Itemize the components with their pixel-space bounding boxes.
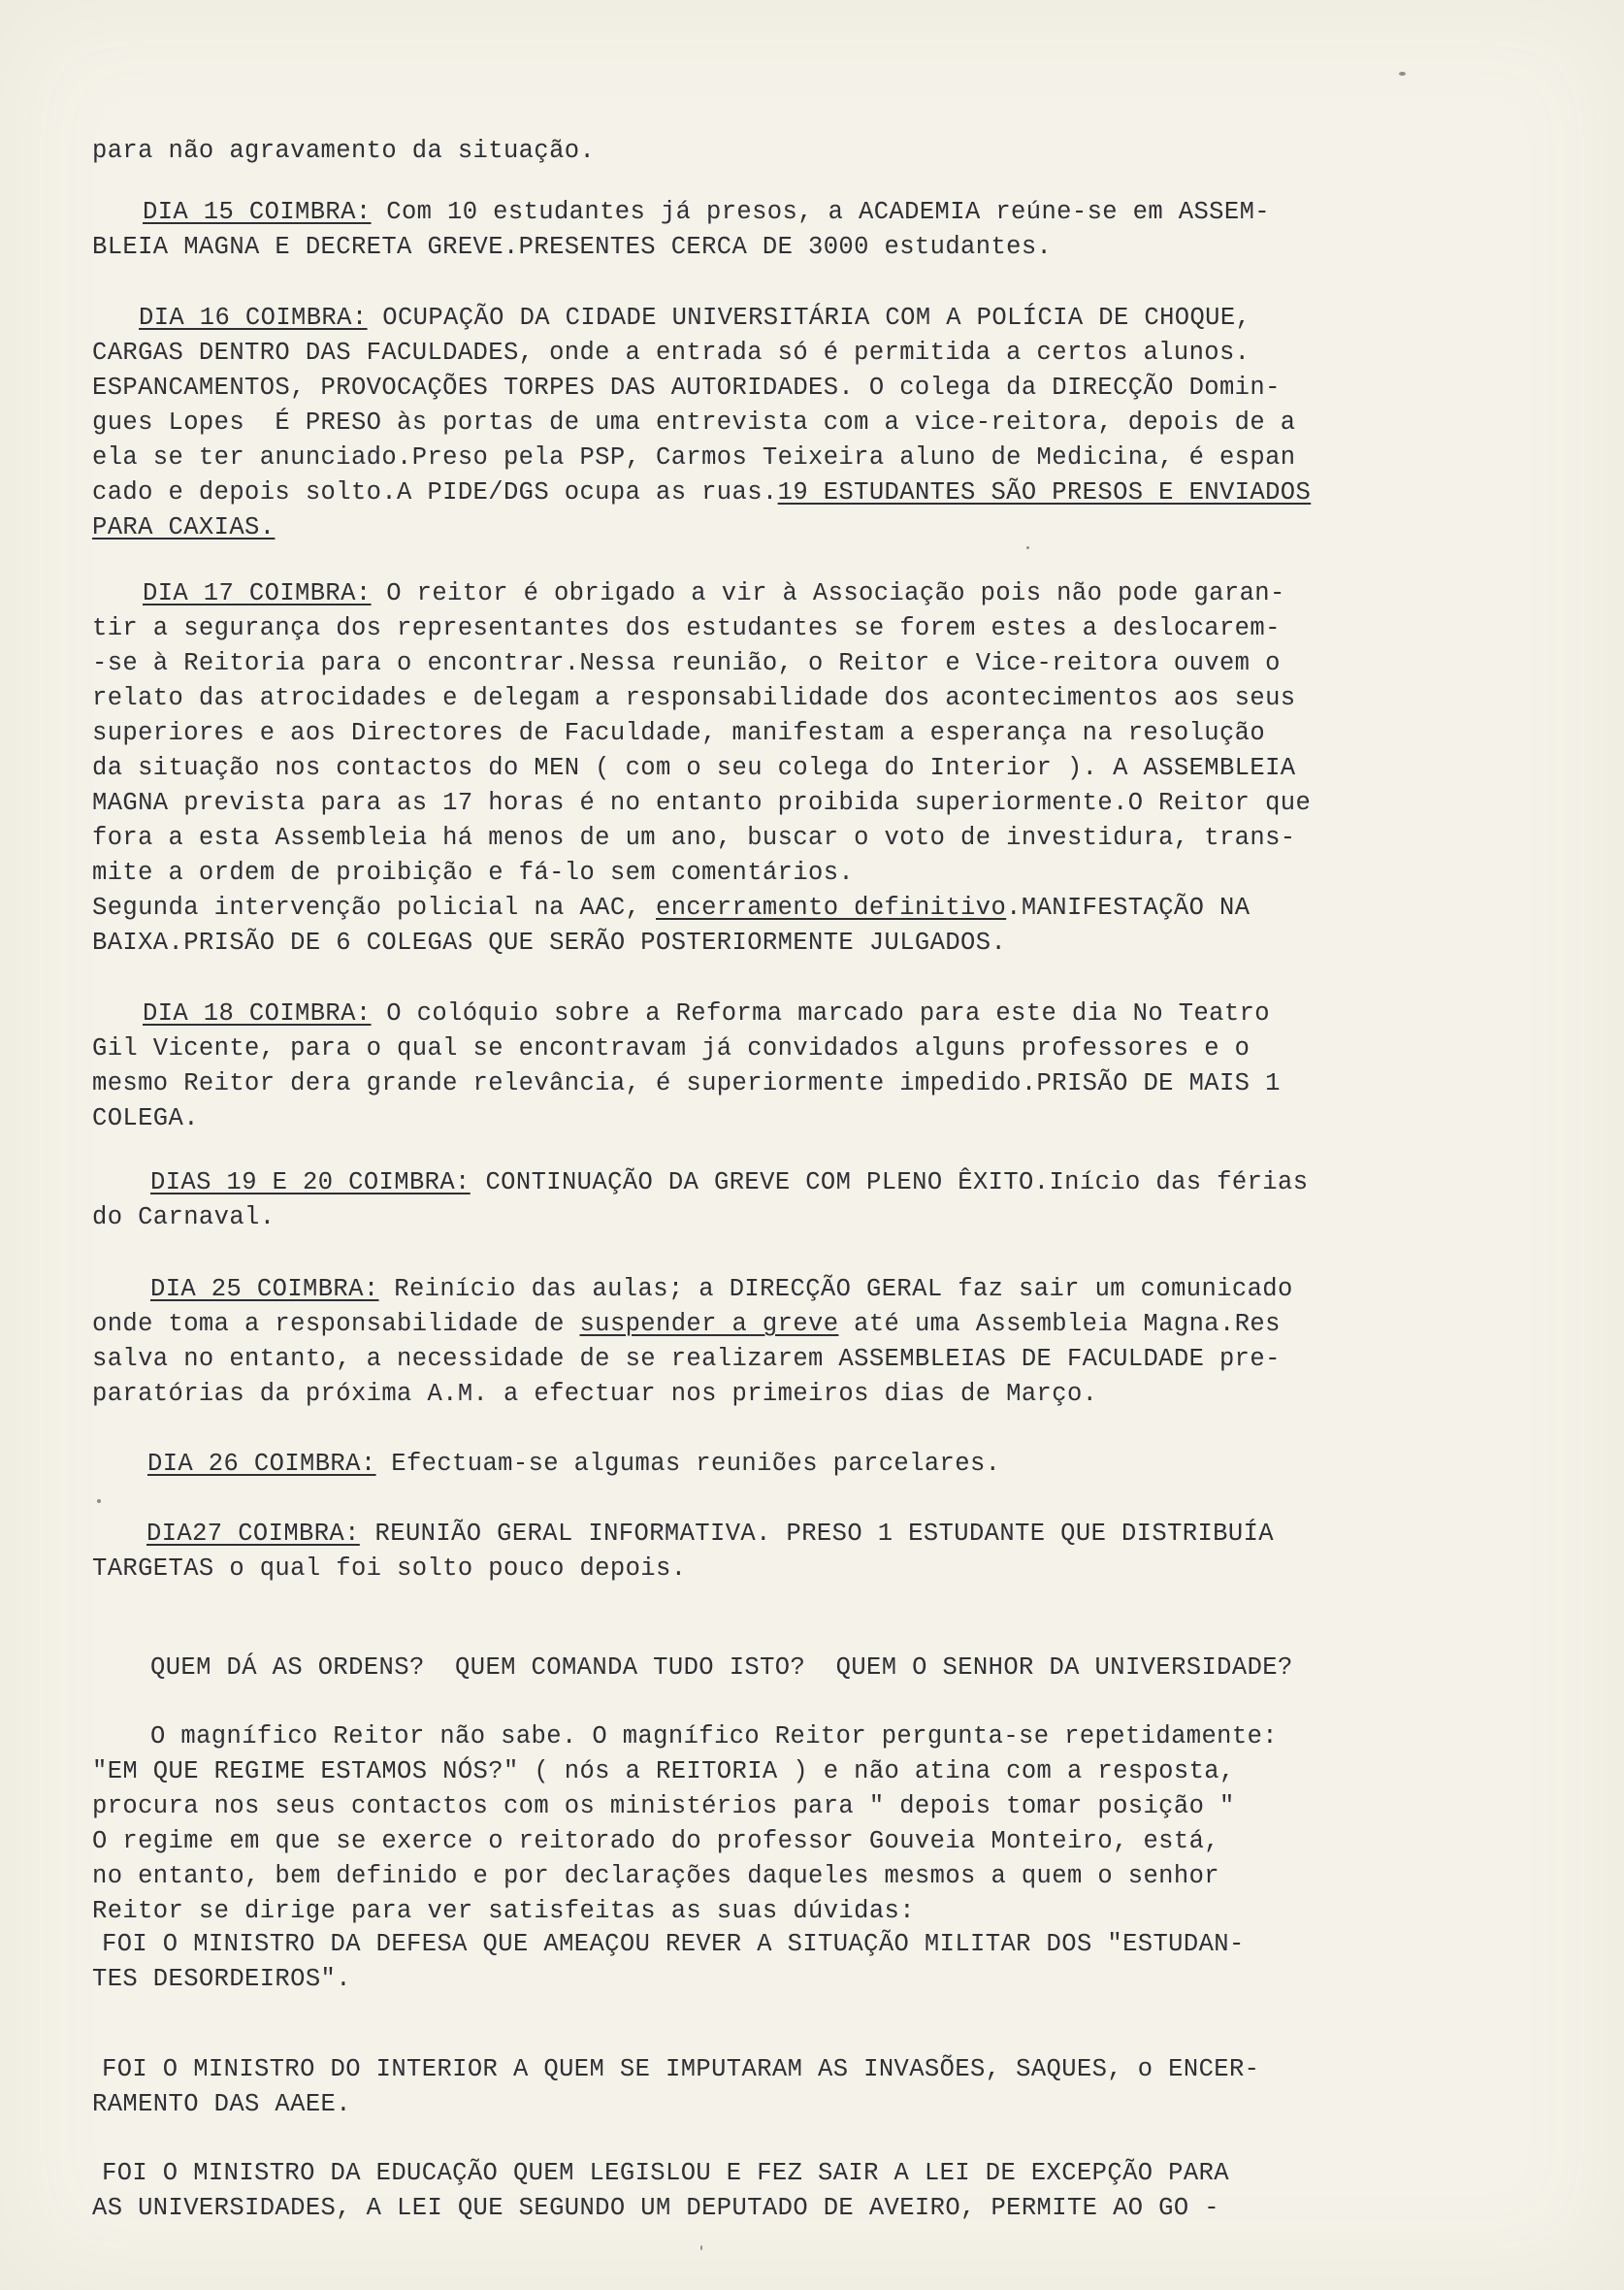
paragraph — [92, 1719, 1278, 1929]
text-run: onde toma a responsabilidade de — [92, 1310, 580, 1338]
text-line — [92, 576, 1311, 611]
text-run: ESPANCAMENTOS, PROVOCAÇÕES TORPES DAS AUTORIDADES. O colega da DIRECÇÃO Domin- — [92, 374, 1281, 402]
text-line — [92, 1719, 1278, 1754]
paragraph — [92, 1447, 1000, 1482]
text-run: REUNIÃO GERAL INFORMATIVA. PRESO 1 ESTUDANTE QUE DISTRIBUÍA — [359, 1520, 1274, 1548]
paragraph — [92, 134, 595, 169]
text-line — [92, 2087, 1259, 2122]
paragraph — [92, 195, 1270, 265]
text-line — [92, 997, 1281, 1031]
text-run: QUEM DÁ AS ORDENS? QUEM COMANDA TUDO ISTO? QUEM O SENHOR DA UNIVERSIDADE? — [150, 1653, 1293, 1682]
text-line — [92, 230, 1270, 265]
text-run: mesmo Reitor dera grande relevância, é superiormente impedido.PRISÃO DE MAIS 1 — [92, 1069, 1281, 1097]
text-line — [92, 475, 1311, 510]
text-run: da situação nos contactos do MEN ( com o seu colega do Interior ). A ASSEMBLEIA — [92, 754, 1296, 782]
text-run: TES DESORDEIROS". — [92, 1965, 351, 1993]
paragraph — [92, 576, 1311, 961]
text-line — [92, 1066, 1281, 1101]
underlined-text: DIA 18 COIMBRA: — [143, 999, 372, 1028]
underlined-text: 19 ESTUDANTES SÃO PRESOS E ENVIADOS — [777, 478, 1312, 507]
text-line — [92, 1754, 1278, 1789]
underlined-text: PARA CAXIAS. — [92, 513, 276, 541]
text-line — [92, 716, 1311, 751]
text-run: O colóquio sobre a Reforma marcado para este dia No Teatro — [371, 999, 1270, 1028]
paragraph — [92, 301, 1311, 545]
text-run: Efectuam-se algumas reuniões parcelares. — [375, 1450, 1001, 1478]
underlined-text: encerramento definitivo — [656, 894, 1007, 922]
text-line — [92, 1552, 1274, 1587]
text-run: Com 10 estudantes já presos, a ACADEMIA reúne-se em ASSEM- — [371, 198, 1270, 226]
text-line — [92, 2052, 1259, 2087]
text-line — [92, 751, 1311, 786]
text-line — [92, 1517, 1274, 1552]
text-run: COLEGA. — [92, 1104, 199, 1132]
text-run: RAMENTO DAS AAEE. — [92, 2090, 351, 2118]
text-run: "EM QUE REGIME ESTAMOS NÓS?" ( nós a REITORIA ) e não atina com a resposta, — [92, 1757, 1235, 1785]
text-run: AS UNIVERSIDADES, A LEI QUE SEGUNDO UM DEPUTADO DE AVEIRO, PERMITE AO GO - — [92, 2194, 1219, 2222]
ink-speck — [97, 1499, 101, 1503]
text-run: para não agravamento da situação. — [92, 137, 596, 165]
text-line — [92, 681, 1311, 716]
paragraph — [92, 1272, 1293, 1412]
paragraph — [92, 2052, 1259, 2122]
text-line — [92, 134, 595, 169]
text-run: tir a segurança dos representantes dos estudantes se forem estes a deslocarem- — [92, 614, 1281, 642]
text-line — [92, 1377, 1293, 1412]
text-line — [92, 1651, 1293, 1685]
text-line — [92, 1165, 1308, 1200]
text-run: -se à Reitoria para o encontrar.Nessa reunião, o Reitor e Vice-reitora ouvem o — [92, 649, 1281, 677]
text-line — [92, 195, 1270, 230]
text-line — [92, 1272, 1293, 1307]
text-run: superiores e aos Directores de Faculdade, manifestam a esperança na resolução — [92, 719, 1266, 747]
text-line — [92, 1342, 1293, 1377]
text-run: .MANIFESTAÇÃO NA — [1006, 894, 1250, 922]
text-line — [92, 1962, 1245, 1997]
text-line — [92, 1447, 1000, 1482]
text-line — [92, 891, 1311, 926]
text-line — [92, 1789, 1278, 1824]
text-line — [92, 821, 1311, 856]
text-line — [92, 1894, 1278, 1929]
text-run: paratórias da próxima A.M. a efectuar nos primeiros dias de Março. — [92, 1380, 1098, 1408]
text-run: OCUPAÇÃO DA CIDADE UNIVERSITÁRIA COM A POLÍCIA DE CHOQUE, — [367, 304, 1251, 332]
paragraph — [92, 1927, 1245, 1997]
text-run: Gil Vicente, para o qual se encontravam já convidados alguns professores e o — [92, 1034, 1250, 1063]
underlined-text: DIA 15 COIMBRA: — [143, 198, 372, 226]
text-run: BAIXA.PRISÃO DE 6 COLEGAS QUE SERÃO POSTERIORMENTE JULGADOS. — [92, 929, 1007, 957]
text-run: BLEIA MAGNA E DECRETA GREVE.PRESENTES CERCA DE 3000 estudantes. — [92, 233, 1053, 261]
text-line — [92, 441, 1311, 475]
text-line — [92, 786, 1311, 821]
paragraph — [92, 2156, 1229, 2226]
text-line — [92, 856, 1311, 891]
text-run: CARGAS DENTRO DAS FACULDADES, onde a entrada só é permitida a certos alunos. — [92, 339, 1250, 367]
text-line — [92, 1859, 1278, 1894]
text-run: ela se ter anunciado.Preso pela PSP, Carmos Teixeira aluno de Medicina, é espan — [92, 443, 1296, 472]
underlined-text: DIA 26 COIMBRA: — [147, 1450, 376, 1478]
text-run: no entanto, bem definido e por declarações daqueles mesmos a quem o senhor — [92, 1862, 1219, 1890]
underlined-text: DIA27 COIMBRA: — [146, 1520, 360, 1548]
text-line — [92, 371, 1311, 406]
text-line — [92, 510, 1311, 545]
text-line — [92, 336, 1311, 371]
text-run: gues Lopes É PRESO às portas de uma entrevista com a vice-reitora, depois de a — [92, 409, 1296, 437]
text-line — [92, 646, 1311, 681]
ink-speck — [700, 2245, 702, 2250]
text-run: mite a ordem de proibição e fá-lo sem comentários. — [92, 859, 855, 887]
ink-speck — [1026, 546, 1029, 549]
text-run: FOI O MINISTRO DO INTERIOR A QUEM SE IMPUTARAM AS INVASÕES, SAQUES, o ENCER- — [102, 2055, 1260, 2083]
text-line — [92, 1031, 1281, 1066]
text-run: do Carnaval. — [92, 1203, 276, 1231]
text-run: FOI O MINISTRO DA DEFESA QUE AMEAÇOU REVER A SITUAÇÃO MILITAR DOS "ESTUDAN- — [102, 1930, 1245, 1958]
paragraph — [92, 1165, 1308, 1235]
text-run: Segunda intervenção policial na AAC, — [92, 894, 656, 922]
text-run: O magnífico Reitor não sabe. O magnífico Reitor pergunta-se repetidamente: — [150, 1722, 1278, 1750]
text-run: fora a esta Assembleia há menos de um ano, buscar o voto de investidura, trans- — [92, 824, 1296, 852]
text-line — [92, 406, 1311, 441]
text-line — [92, 1927, 1245, 1962]
text-line — [92, 1101, 1281, 1136]
text-line — [92, 2156, 1229, 2191]
underlined-text: DIA 16 COIMBRA: — [139, 304, 368, 332]
paragraph — [92, 1517, 1274, 1587]
text-line — [92, 1307, 1293, 1342]
text-run: cado e depois solto.A PIDE/DGS ocupa as ruas. — [92, 478, 778, 507]
text-run: FOI O MINISTRO DA EDUCAÇÃO QUEM LEGISLOU E FEZ SAIR A LEI DE EXCEPÇÃO PARA — [102, 2159, 1229, 2187]
underlined-text: suspender a greve — [579, 1310, 839, 1338]
ink-speck — [1399, 72, 1406, 76]
text-run: O reitor é obrigado a vir à Associação pois não pode garan- — [371, 579, 1285, 607]
text-run: O regime em que se exerce o reitorado do professor Gouveia Monteiro, está, — [92, 1827, 1219, 1855]
text-run: CONTINUAÇÃO DA GREVE COM PLENO ÊXITO.Início das férias — [470, 1168, 1309, 1196]
text-run: TARGETAS o qual foi solto pouco depois. — [92, 1554, 687, 1583]
underlined-text: DIA 17 COIMBRA: — [143, 579, 372, 607]
text-run: relato das atrocidades e delegam a responsabilidade dos acontecimentos aos seus — [92, 684, 1296, 712]
text-run: Reitor se dirige para ver satisfeitas as suas dúvidas: — [92, 1897, 915, 1925]
text-line — [92, 1824, 1278, 1859]
text-run: procura nos seus contactos com os ministérios para " depois tomar posição " — [92, 1792, 1235, 1820]
text-run: salva no entanto, a necessidade de se realizarem ASSEMBLEIAS DE FACULDADE pre- — [92, 1345, 1281, 1373]
underlined-text: DIA 25 COIMBRA: — [150, 1275, 379, 1303]
text-line — [92, 1200, 1308, 1235]
text-run: MAGNA prevista para as 17 horas é no entanto proibida superiormente.O Reitor que — [92, 789, 1312, 817]
text-line — [92, 926, 1311, 961]
paragraph — [92, 1651, 1293, 1685]
paragraph — [92, 997, 1281, 1136]
text-line — [92, 611, 1311, 646]
underlined-text: DIAS 19 E 20 COIMBRA: — [150, 1168, 471, 1196]
text-line — [92, 301, 1311, 336]
text-run: até uma Assembleia Magna.Res — [838, 1310, 1281, 1338]
text-run: Reinício das aulas; a DIRECÇÃO GERAL faz sair um comunicado — [378, 1275, 1293, 1303]
text-line — [92, 2191, 1229, 2226]
